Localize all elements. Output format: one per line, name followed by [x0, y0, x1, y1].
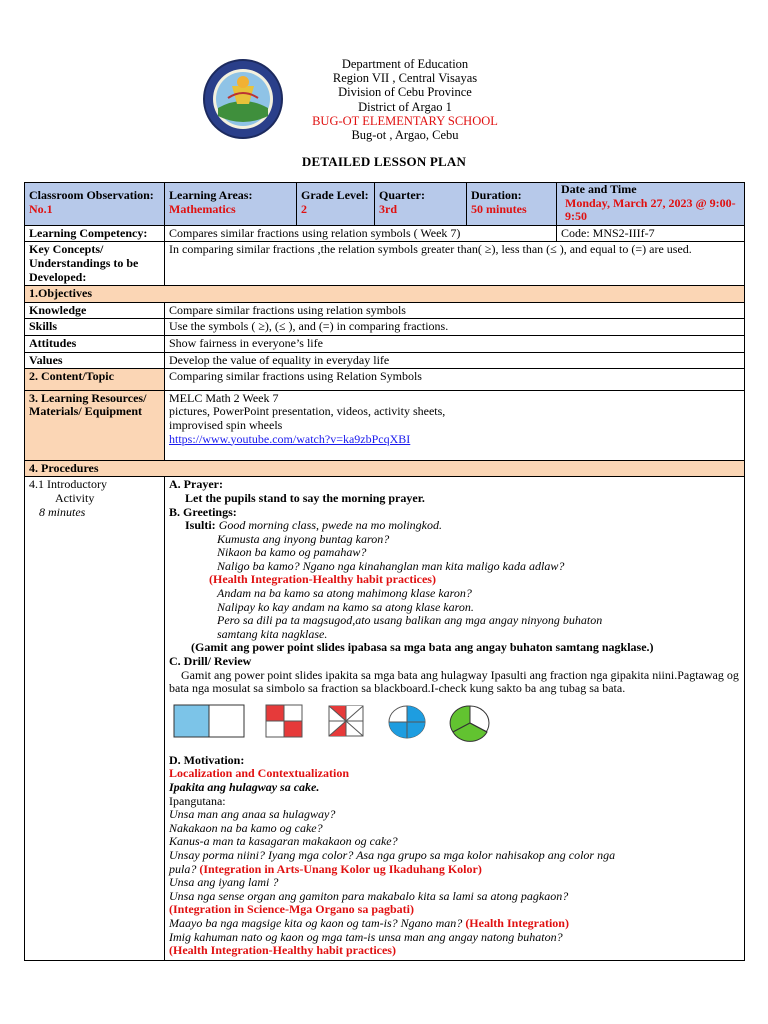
youtube-link[interactable]: https://www.youtube.com/watch?v=ka9zbPcqXBI: [169, 431, 411, 446]
duration-cell: [467, 183, 557, 226]
question: Kanus-a man ta kasagaran makakaon og cake?: [169, 834, 398, 849]
greetings-heading: B. Greetings:: [169, 504, 237, 519]
key-concepts-row: [25, 242, 745, 286]
content-label: 2. Content/Topic: [25, 369, 165, 391]
header-lines: [250, 57, 560, 142]
resource-line: improvised spin wheels: [169, 417, 283, 432]
competency-label: Learning Competency:: [25, 225, 165, 242]
ipakita-text: Ipakita ang hulagway sa cake.: [169, 780, 320, 794]
objective-row: [25, 335, 745, 352]
question: Unsa nga sense organ ang gamiton para makabalo kita sa lami sa atong pagkaon?: [169, 888, 569, 903]
document-header: [0, 0, 768, 180]
competency-code: Code: MNS2-IIIf-7: [557, 225, 745, 242]
powerpoint-note: (Gamit ang power point slides ipabasa sa mga bata ang angay buhaton samtang nagklase.): [191, 640, 654, 655]
learning-areas-label: Learning Areas:: [169, 188, 253, 202]
datetime-label: Date and Time: [561, 182, 637, 196]
step-label: 4.1 Introductory: [29, 477, 107, 492]
duration-value: 50 minutes: [471, 201, 527, 216]
prayer-text: Let the pupils stand to say the morning prayer.: [185, 490, 425, 505]
top-info-row: [25, 183, 745, 226]
fraction-square-quarters: [265, 704, 303, 738]
objectives-section-row: [25, 286, 745, 303]
introductory-activity-row: [25, 477, 745, 960]
lesson-plan-table: [24, 182, 745, 961]
drill-heading: C. Drill/ Review: [169, 654, 252, 669]
header-line: Region VII , Central Visayas: [332, 71, 478, 86]
greeting-line: Nikaon ba kamo og pamahaw?: [217, 545, 367, 560]
resources-row: [25, 390, 745, 460]
fraction-circle-green: [449, 704, 491, 742]
procedures-section-row: [25, 460, 745, 477]
school-address: Bug-ot , Argao, Cebu: [351, 128, 459, 143]
objective-value: Show fairness in everyone’s life: [165, 335, 745, 352]
prayer-heading: A. Prayer:: [169, 477, 223, 492]
grade-value: 2: [301, 201, 307, 216]
classroom-cell: [25, 183, 165, 226]
objective-value: Develop the value of equality in everyday life: [165, 352, 745, 369]
resources-label: 3. Learning Resources/ Materials/ Equipment: [25, 390, 165, 460]
school-name: BUG-OT ELEMENTARY SCHOOL: [312, 113, 498, 128]
question: Imig kahuman nato og kaon og mga tam-is unsa man ang angay natong buhaton?: [169, 929, 563, 944]
resources-value: [165, 390, 745, 460]
science-integration-note: (Integration in Science-Mga Organo sa pagbati): [169, 902, 414, 917]
step-label-activity: Activity: [55, 490, 95, 505]
fraction-pictures: [169, 704, 740, 748]
grade-cell: [297, 183, 375, 226]
key-concepts-label: Key Concepts/ Understandings to be Developed:: [25, 242, 165, 286]
competency-row: [25, 225, 745, 242]
greeting-line: Good morning class, pwede na mo molingkod.: [218, 518, 443, 533]
objective-value: Use the symbols ( ≥), (≤ ), and (=) in comparing fractions.: [165, 319, 745, 336]
document-title: DETAILED LESSON PLAN: [301, 154, 467, 169]
objective-row: [25, 319, 745, 336]
objective-label: Skills: [25, 319, 165, 336]
fraction-square-eighths: [327, 704, 367, 744]
question: pula?: [169, 861, 197, 876]
datetime-cell: [557, 183, 745, 226]
objective-label: Attitudes: [25, 335, 165, 352]
header-line: Division of Cebu Province: [338, 85, 472, 100]
key-concepts-value: In comparing similar fractions ,the relation symbols greater than( ≥), less than (≤ ), and equal to (=) are used.: [165, 242, 745, 286]
greeting-line: samtang kita nagklase.: [217, 626, 328, 641]
resource-line: pictures, PowerPoint presentation, videos, activity sheets,: [169, 404, 446, 419]
fraction-rect-half: [173, 704, 245, 738]
health-integration-note: (Health Integration): [465, 915, 569, 930]
question: Maayo ba nga magsige kita og kaon og tam-is? Ngano man?: [169, 915, 463, 930]
quarter-cell: [375, 183, 467, 226]
health-habit-note: (Health Integration-Healthy habit practices): [169, 943, 396, 958]
objectives-section-title: 1.Objectives: [25, 286, 745, 303]
isulti-label: Isulti:: [185, 518, 216, 533]
learning-areas-cell: [165, 183, 297, 226]
classroom-value: No.1: [29, 201, 53, 216]
header-line: District of Argao 1: [358, 99, 452, 114]
datetime-value: Monday, March 27, 2023 @ 9:00-9:50: [565, 195, 736, 224]
step-label-cell: [25, 477, 165, 960]
quarter-label: Quarter:: [379, 188, 425, 202]
health-integration-note: (Health Integration-Healthy habit practices): [209, 572, 436, 587]
competency-value: Compares similar fractions using relation symbols ( Week 7): [165, 225, 557, 242]
question: Nakakaon na ba kamo og cake?: [169, 820, 323, 835]
greeting-line: Pero sa dili pa ta magsugod,ato usang balikan ang mga angay ninyong buhaton: [217, 613, 603, 628]
fraction-circle-blue: [387, 704, 427, 740]
quarter-value: 3rd: [379, 201, 397, 216]
motivation-heading: D. Motivation:: [169, 752, 245, 767]
drill-text: Gamit ang power point slides ipakita sa mga bata ang hulagway Ipasulti ang fraction nga gipakita niini.Pagtawag og bata nga mosulat sa simbolo sa fraction sa blackboard.I-check kung sakto ba ang tubag sa bata.: [169, 667, 739, 696]
objective-row: [25, 302, 745, 319]
procedures-section-title: 4. Procedures: [25, 460, 745, 477]
procedure-body: [165, 477, 745, 960]
arts-integration-note: (Integration in Arts-Unang Kolor ug Ikaduhang Kolor): [199, 861, 482, 876]
greeting-line: Andam na ba kamo sa atong mahimong klase karon?: [217, 586, 472, 601]
question: Unsa man ang anaa sa hulagway?: [169, 807, 336, 822]
question: Unsa ang iyang lami ?: [169, 875, 279, 890]
greeting-line: Naligo ba kamo? Ngano nga kinahanglan man kita maligo kada adlaw?: [217, 558, 565, 573]
grade-label: Grade Level:: [301, 188, 369, 202]
header-line: Department of Education: [341, 57, 469, 71]
greeting-line: Kumusta ang inyong buntag karon?: [217, 531, 390, 546]
localization-note: Localization and Contextualization: [169, 766, 350, 781]
classroom-label: Classroom Observation:: [29, 188, 154, 202]
content-value: Comparing similar fractions using Relation Symbols: [165, 369, 745, 391]
question: Unsay porma niini? Iyang mga color? Asa nga grupo sa mga kolor nahisakop ang color nga: [169, 847, 616, 862]
step-time: 8 minutes: [39, 504, 86, 519]
greeting-line: Nalipay ko kay andam na kamo sa atong klase karon.: [217, 599, 474, 614]
objective-label: Knowledge: [25, 302, 165, 319]
objective-label: Values: [25, 352, 165, 369]
resource-line: MELC Math 2 Week 7: [169, 390, 279, 405]
ipangutana-label: Ipangutana:: [169, 793, 226, 808]
objective-value: Compare similar fractions using relation symbols: [165, 302, 745, 319]
objective-row: [25, 352, 745, 369]
learning-areas-value: Mathematics: [169, 201, 236, 216]
duration-label: Duration:: [471, 188, 522, 202]
content-row: [25, 369, 745, 391]
